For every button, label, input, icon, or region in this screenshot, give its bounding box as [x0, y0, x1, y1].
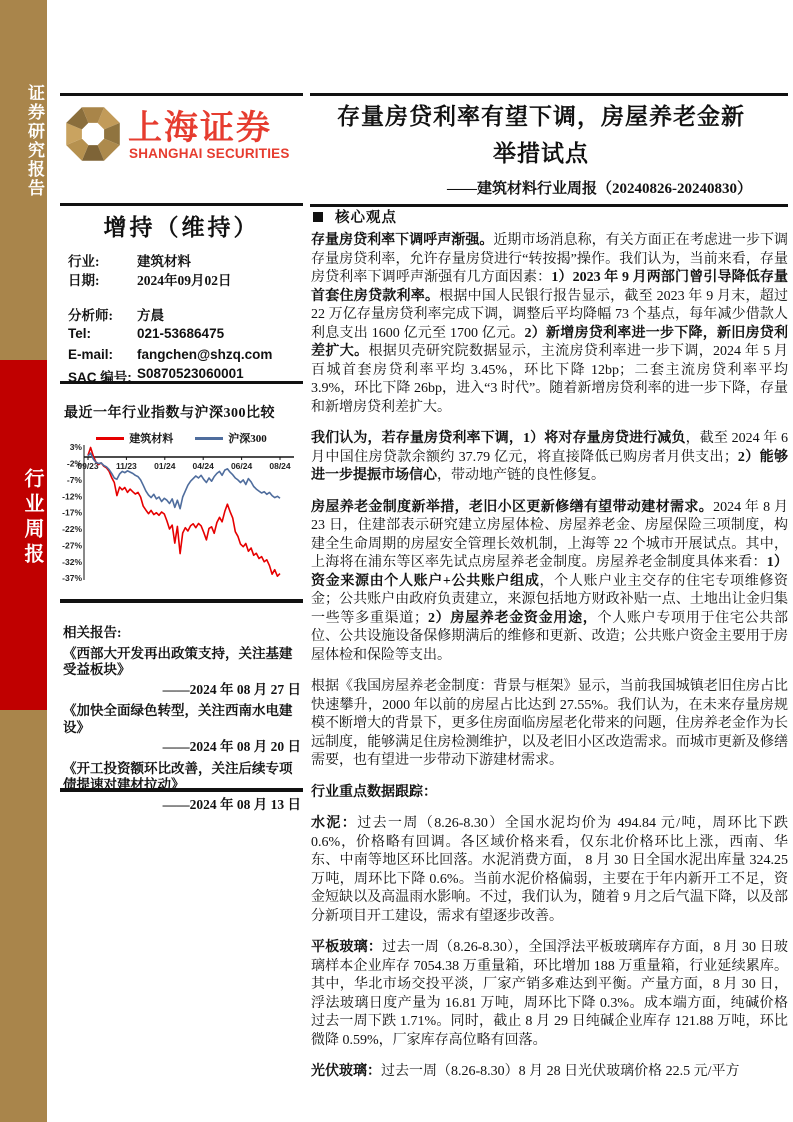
chart-title: 最近一年行业指数与沪深300比较 [64, 406, 275, 421]
brand-name-en: SHANGHAI SECURITIES [129, 146, 290, 161]
related-report-title: 《加快全面绿色转型，关注西南水电建设》 [63, 703, 293, 735]
related-reports [63, 625, 303, 818]
industry-label: 行业: [68, 254, 100, 269]
svg-text:09/23: 09/23 [77, 461, 99, 471]
paragraph: 平板玻璃：过去一周（8.26-8.30），全国浮法平板玻璃库存方面，8 月 30 日玻璃样本企业库存 7054.38 万重量箱，环比增加 188 万重量箱，行业延续累库。其中，华北市场交投平淡，厂家产销多难达到平衡。产量方面，8 月 30 日，浮法玻璃日度产量为 16.81 万吨，周环比下降 0.3%。成本端方面，纯碱价格过去一周下跌 1.71%。同时，截止 8 月 29 日纯碱企业库存 121.88 万吨，环比微降 0.59%，厂家库存高位略有回落。 [311, 940, 788, 1048]
related-report-date: ——2024 年 08 月 13 日 [162, 796, 301, 812]
sac-label: SAC 编号: [68, 370, 132, 385]
date-label: 日期: [68, 273, 100, 288]
report-subtitle: ——建筑材料行业周报（20240826-20240830） [447, 181, 752, 197]
svg-text:3%: 3% [69, 442, 82, 453]
legend-label-materials: 建筑材料 [129, 433, 174, 445]
svg-text:06/24: 06/24 [230, 461, 253, 471]
svg-text:08/24: 08/24 [269, 461, 291, 471]
brand-name-cn: 上海证券 [128, 110, 272, 147]
paragraph: 光伏玻璃：过去一周（8.26-8.30）8 月 28 日光伏玻璃价格 22.5 元/平方 [311, 1064, 740, 1079]
svg-text:-22%: -22% [62, 524, 82, 535]
svg-text:01/24: 01/24 [154, 461, 176, 471]
related-report-title: 《西部大开发再出政策支持，关注基建受益板块》 [63, 645, 293, 677]
related-heading: 相关报告: [63, 625, 122, 640]
sidebar-label-report-type: 证券研究报告 [25, 84, 44, 198]
paragraph: 根据《我国房屋养老金制度：背景与框架》显示，当前我国城镇老旧住房占比快速攀升，2000 年以前的房屋占比达到 27.55%。我们认为，在未来存量房规模不断增大的背景下，更多住房面临房屋老化带来的问题，住房养老金作为长远制度，能够满足住房检测维护，以及老旧小区改造需求。而城市更新及修缮需要，也有望进一步带动下游建材需求。 [311, 679, 788, 768]
paragraph: 我们认为，若存量房贷利率下调，1）将对存量房贷进行减负，截至 2024 年 6 月中国住房贷款余额约 37.79 亿元，将直接降低已购房者月供支出；2）能够进一步提振市场信心，带动地产链的良性修复。 [311, 431, 789, 483]
paragraph: 行业重点数据跟踪： [311, 784, 437, 800]
svg-text:-12%: -12% [62, 491, 82, 502]
rule-right-top [310, 93, 788, 96]
svg-text:-2%: -2% [66, 458, 82, 469]
related-report-date: ——2024 年 08 月 20 日 [162, 739, 301, 754]
paragraph: 水泥：过去一周（8.26-8.30）全国水泥均价为 494.84 元/吨，周环比下跌 0.6%，价格略有回调。各区域价格来看，仅东北价格环比上涨，西南、华东、中南等地区环比回落。水泥消费方面， 8 月 30 日全国水泥出库量 324.25 万吨，周环比下降 0.6%。当前水泥价格偏弱，主要在于年内新开工不足，资金短缺以及高温雨水影响。不过，我们认为，随着 9 月之后气温下降，以及部分新项目开工建设，需求有望逐步改善。 [311, 816, 788, 924]
email-value: fangchen@shzq.com [137, 347, 273, 362]
svg-text:-7%: -7% [66, 474, 82, 485]
svg-text:11/23: 11/23 [115, 461, 137, 471]
shanghai-securities-logo-icon [63, 104, 123, 164]
svg-text:-32%: -32% [62, 556, 82, 567]
email-label: E-mail: [68, 347, 114, 362]
report-title-line1: 存量房贷利率有望下调，房屋养老金新 [337, 104, 745, 129]
tel-value: 021-53686475 [137, 326, 225, 341]
sac-value: S0870523060001 [137, 366, 244, 381]
date-value: 2024年09月02日 [137, 273, 232, 288]
legend-swatch-blue [195, 437, 223, 440]
rule-left-top [60, 93, 303, 96]
tel-label: Tel: [68, 326, 91, 341]
rule-left-under-logo [60, 203, 303, 206]
related-report-title: 《开工投资额环比改善，关注后续专项债提速对建材拉动》 [63, 760, 293, 792]
industry-value: 建筑材料 [137, 254, 191, 269]
sidebar-label-weekly: 行业周报 [21, 468, 43, 568]
legend-swatch-red [96, 437, 124, 440]
svg-text:04/24: 04/24 [192, 461, 214, 471]
analyst-name: 方晨 [137, 308, 164, 323]
report-title-line2: 举措试点 [493, 141, 589, 166]
svg-text:-27%: -27% [62, 540, 82, 551]
core-view-paragraphs [311, 232, 788, 1095]
section-title-core-views: 核心观点 [335, 210, 397, 226]
svg-text:-17%: -17% [62, 507, 82, 518]
legend-label-csi300: 沪深300 [228, 433, 267, 445]
analyst-label: 分析师: [68, 308, 113, 323]
section-bullet-square [313, 212, 323, 222]
svg-text:-37%: -37% [62, 573, 82, 584]
sidebar-band [0, 0, 47, 1122]
paragraph: 存量房贷利率下调呼声渐强。近期市场消息称，有关方面正在考虑进一步下调存量房贷利率，允许存量房贷进行“转按揭”操作。我们认为，当前来看，存量房贷利率下调呼声渐强有几方面因素：1）2023 年 9 月两部门曾引导降低存量首套住房贷款利率。根据中国人民银行报告显示，截至 2023 年 9 月末，超过 22 万亿存量房贷利率完成下调，调整后平均降幅 73 个基点，每年减少借款人利息支出 1600 亿元至 1700 亿元。2）新增房贷利率进一步下降，新旧房贷利差扩大。根据贝壳研究院数据显示，主流房贷利率进一步下调，2024 年 5 月百城首套房贷利率平均 3.45%，环比下降 12bp；二套主流房贷利率平均 3.9%，环比下降 26bp，进入“3 时代”。随着新增房贷利率的进一步下降，存量和新增房贷利差扩大。 [311, 233, 789, 415]
paragraph: 房屋养老金制度新举措，老旧小区更新修缮有望带动建材需求。2024 年 8 月 23 日，住建部表示研究建立房屋体检、房屋养老金、房屋保险三项制度，构建全生命周期的房屋安全管理长效机制，上海等 22 个城市开展试点。其中，上海将在浦东等区率先试点房屋养老金制度。房屋养老金制度具体来看：1）资金来源由个人账户+公共账户组成，个人账户业主交存的住宅专项维修资金；公共账户由政府负责建立，来源包括地方财政补贴一点、土地出让金归集一些等多重渠道；2）房屋养老金资金用途，个人账户专项用于住宅公共部位、公共设施设备保修期满后的维修和更新、改造；公共账户资金主要用于房屋体检和保险等支出。 [311, 499, 789, 663]
index-comparison-chart [58, 442, 303, 601]
related-report-date: ——2024 年 08 月 27 日 [162, 681, 301, 697]
rating-badge: 增持（维持） [103, 215, 260, 240]
